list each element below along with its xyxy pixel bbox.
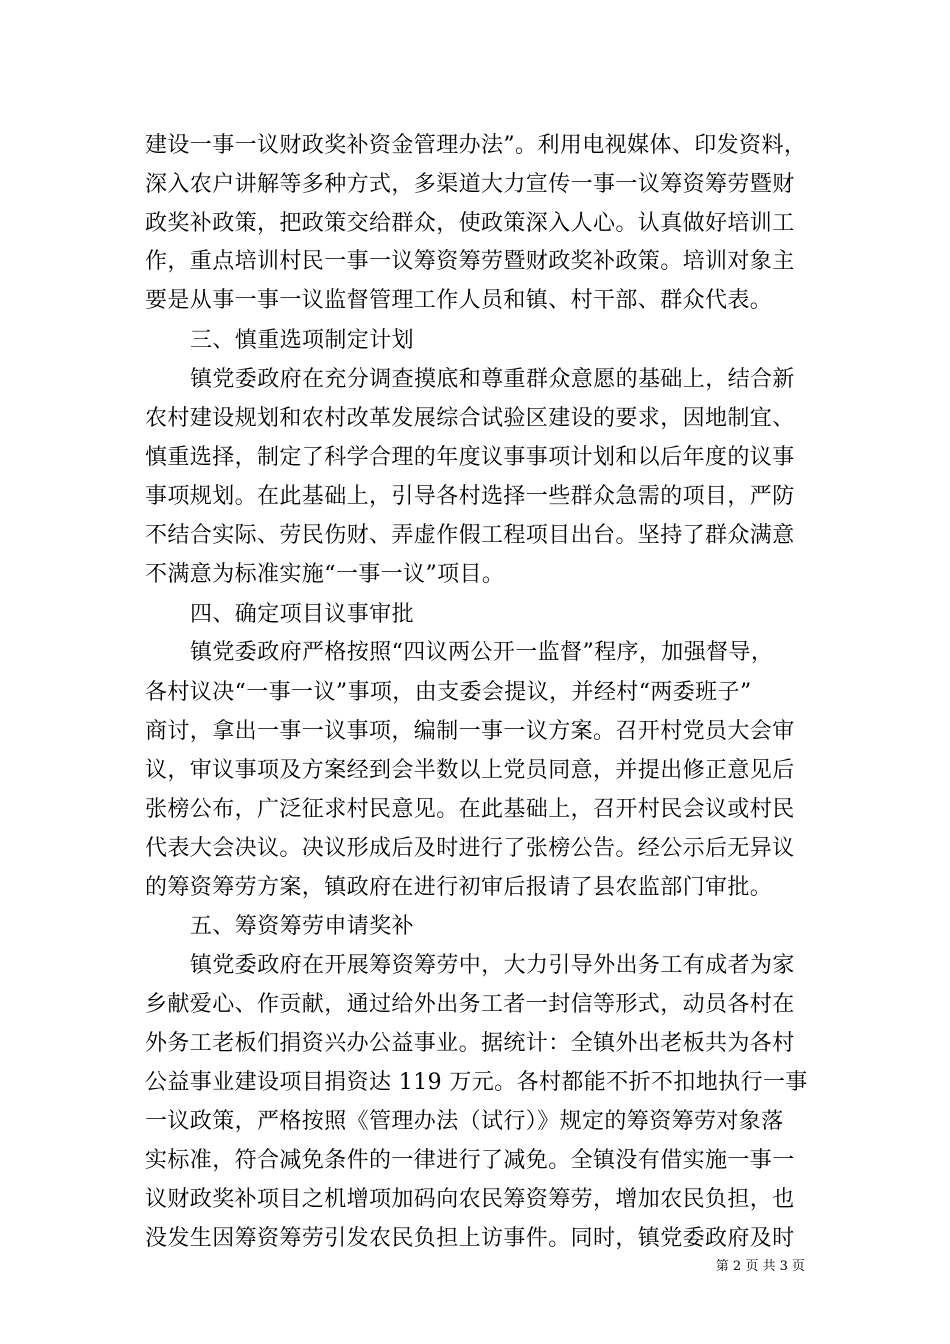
body-text-line: 慎重选择，制定了科学合理的年度议事事项计划和以后年度的议事 (145, 445, 795, 470)
section-heading-3: 三、慎重选项制定计划 (190, 328, 415, 353)
body-text-line: 不结合实际、劳民伤财、弄虚作假工程项目出台。坚持了群众满意 (145, 523, 795, 548)
body-text-line: 作，重点培训村民一事一议筹资筹劳暨财政奖补政策。培训对象主 (145, 249, 795, 274)
body-text-line: 议，审议事项及方案经到会半数以上党员同意，并提出修正意见后 (145, 758, 795, 783)
body-text-line: 的筹资筹劳方案，镇政府在进行初审后报请了县农监部门审批。 (145, 875, 773, 900)
body-text-line: 镇党委政府在开展筹资筹劳中，大力引导外出务工有成者为家 (190, 953, 795, 978)
body-text-line: 镇党委政府在充分调查摸底和尊重群众意愿的基础上，结合新 (190, 367, 795, 392)
body-text-line: 公益事业建设项目捐资达 119 万元。各村都能不折不扣地执行一事 (145, 1070, 808, 1095)
body-text-line: 乡献爱心、作贡献，通过给外出务工者一封信等形式，动员各村在 (145, 992, 795, 1017)
body-text-line: 商讨，拿出一事一议事项，编制一事一议方案。召开村党员大会审 (145, 719, 795, 744)
body-text-line: 实标准，符合减免条件的一律进行了减免。全镇没有借实施一事一 (145, 1148, 795, 1173)
page-number-footer: 第 2 页 共 3 页 (715, 1259, 805, 1274)
body-text-line: 外务工老板们捐资兴办公益事业。据统计：全镇外出老板共为各村 (145, 1031, 795, 1056)
body-text-line: 不满意为标准实施“一事一议”项目。 (145, 562, 505, 587)
section-heading-5: 五、筹资筹劳申请奖补 (190, 914, 415, 939)
body-text-line: 张榜公布，广泛征求村民意见。在此基础上，召开村民会议或村民 (145, 797, 795, 822)
body-text-line: 一议政策，严格按照《管理办法（试行）》规定的筹资筹劳对象落 (145, 1109, 784, 1134)
section-heading-4: 四、确定项目议事审批 (190, 602, 415, 627)
body-text-line: 建设一事一议财政奖补资金管理办法”。利用电视媒体、印发资料， (145, 133, 807, 158)
body-text-line: 议财政奖补项目之机增项加码向农民筹资筹劳，增加农民负担，也 (145, 1187, 795, 1212)
body-text-line: 各村议决“一事一议”事项，由支委会提议，并经村“两委班子” (145, 680, 752, 705)
body-text-line: 事项规划。在此基础上，引导各村选择一些群众急需的项目，严防 (145, 484, 795, 509)
body-text-line: 镇党委政府严格按照“四议两公开一监督”程序，加强督导， (190, 640, 774, 665)
body-text-line: 农村建设规划和农村改革发展综合试验区建设的要求，因地制宜、 (145, 406, 795, 431)
body-text-line: 政奖补政策，把政策交给群众，使政策深入人心。认真做好培训工 (145, 211, 795, 236)
body-text-line: 代表大会决议。决议形成后及时进行了张榜公告。经公示后无异议 (145, 836, 795, 861)
body-text-line: 要是从事一事一议监督管理工作人员和镇、村干部、群众代表。 (145, 288, 773, 313)
body-text-line: 深入农户讲解等多种方式，多渠道大力宣传一事一议筹资筹劳暨财 (145, 172, 795, 197)
body-text-line: 没发生因筹资筹劳引发农民负担上访事件。同时，镇党委政府及时 (145, 1226, 795, 1251)
